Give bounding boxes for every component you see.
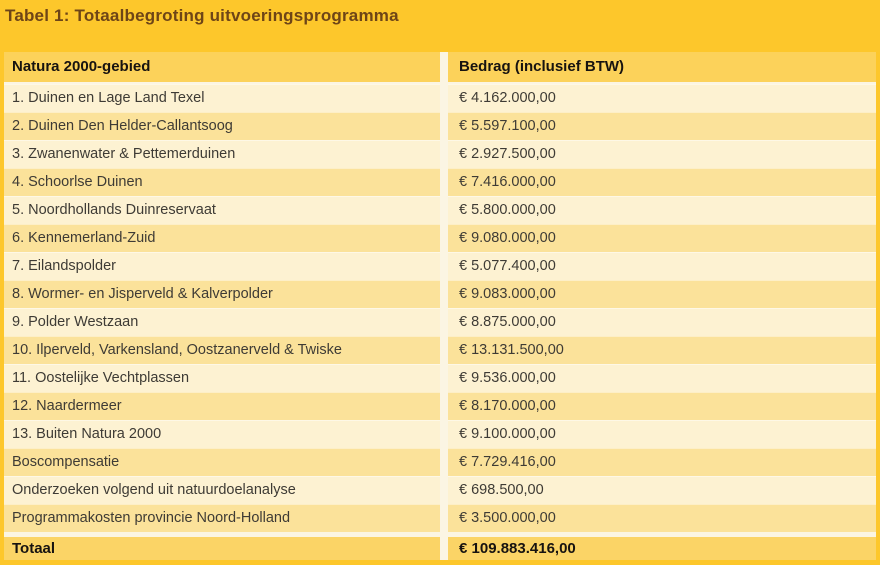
- bedrag-cell: € 4.162.000,00: [448, 84, 876, 112]
- table-row: [4, 224, 876, 252]
- column-divider: [440, 476, 448, 504]
- bedrag-cell: € 7.416.000,00: [448, 168, 876, 196]
- gebied-cell: Onderzoeken volgend uit natuurdoelanalyse: [4, 476, 440, 504]
- table-row: [4, 140, 876, 168]
- column-divider: [440, 280, 448, 308]
- column-divider: [440, 168, 448, 196]
- bedrag-cell: € 9.080.000,00: [448, 224, 876, 252]
- table-row: [4, 504, 876, 532]
- table-row: [4, 392, 876, 420]
- column-divider: [440, 392, 448, 420]
- bedrag-cell: € 9.100.000,00: [448, 420, 876, 448]
- table-row: [4, 364, 876, 392]
- column-divider: [440, 196, 448, 224]
- table-row: [4, 420, 876, 448]
- table-row: [4, 112, 876, 140]
- gebied-cell: 9. Polder Westzaan: [4, 308, 440, 336]
- gebied-cell: 11. Oostelijke Vechtplassen: [4, 364, 440, 392]
- column-divider: [440, 448, 448, 476]
- bedrag-cell: € 3.500.000,00: [448, 504, 876, 532]
- table-row: [4, 280, 876, 308]
- column-divider: [440, 140, 448, 168]
- header-bedrag: Bedrag (inclusief BTW): [448, 52, 876, 82]
- page-title: Tabel 1: Totaalbegroting uitvoeringsprogramma: [5, 6, 399, 25]
- bedrag-cell: € 8.170.000,00: [448, 392, 876, 420]
- column-divider: [440, 537, 448, 560]
- gebied-cell: 4. Schoorlse Duinen: [4, 168, 440, 196]
- table-total-row: [4, 537, 876, 560]
- table-row: [4, 336, 876, 364]
- column-divider: [440, 52, 448, 82]
- budget-table: [4, 52, 876, 560]
- column-divider: [440, 224, 448, 252]
- gebied-cell: 1. Duinen en Lage Land Texel: [4, 84, 440, 112]
- bedrag-cell: € 5.597.100,00: [448, 112, 876, 140]
- table-header-row: [4, 52, 876, 82]
- bedrag-cell: € 698.500,00: [448, 476, 876, 504]
- gebied-cell: 7. Eilandspolder: [4, 252, 440, 280]
- bedrag-cell: € 7.729.416,00: [448, 448, 876, 476]
- bedrag-cell: € 9.536.000,00: [448, 364, 876, 392]
- column-divider: [440, 252, 448, 280]
- total-bedrag: € 109.883.416,00: [448, 537, 876, 560]
- table-row: [4, 168, 876, 196]
- bedrag-cell: € 13.131.500,00: [448, 336, 876, 364]
- table-row: [4, 308, 876, 336]
- gebied-cell: 10. Ilperveld, Varkensland, Oostzanerveld & Twiske: [4, 336, 440, 364]
- bedrag-cell: € 8.875.000,00: [448, 308, 876, 336]
- bedrag-cell: € 2.927.500,00: [448, 140, 876, 168]
- gebied-cell: 13. Buiten Natura 2000: [4, 420, 440, 448]
- table-row: [4, 476, 876, 504]
- table-body: [4, 84, 876, 532]
- gebied-cell: 2. Duinen Den Helder-Callantsoog: [4, 112, 440, 140]
- column-divider: [440, 84, 448, 112]
- header-gebied: Natura 2000-gebied: [4, 52, 440, 82]
- column-divider: [440, 112, 448, 140]
- gebied-cell: 6. Kennemerland-Zuid: [4, 224, 440, 252]
- table-row: [4, 252, 876, 280]
- column-divider: [440, 336, 448, 364]
- total-label: Totaal: [4, 537, 440, 560]
- gebied-cell: 12. Naardermeer: [4, 392, 440, 420]
- gebied-cell: Programmakosten provincie Noord-Holland: [4, 504, 440, 532]
- gebied-cell: 5. Noordhollands Duinreservaat: [4, 196, 440, 224]
- column-divider: [440, 308, 448, 336]
- gebied-cell: 3. Zwanenwater & Pettemerduinen: [4, 140, 440, 168]
- gebied-cell: 8. Wormer- en Jisperveld & Kalverpolder: [4, 280, 440, 308]
- column-divider: [440, 504, 448, 532]
- table-row: [4, 84, 876, 112]
- bedrag-cell: € 5.077.400,00: [448, 252, 876, 280]
- column-divider: [440, 364, 448, 392]
- table-row: [4, 448, 876, 476]
- column-divider: [440, 420, 448, 448]
- bedrag-cell: € 9.083.000,00: [448, 280, 876, 308]
- table-row: [4, 196, 876, 224]
- bedrag-cell: € 5.800.000,00: [448, 196, 876, 224]
- gebied-cell: Boscompensatie: [4, 448, 440, 476]
